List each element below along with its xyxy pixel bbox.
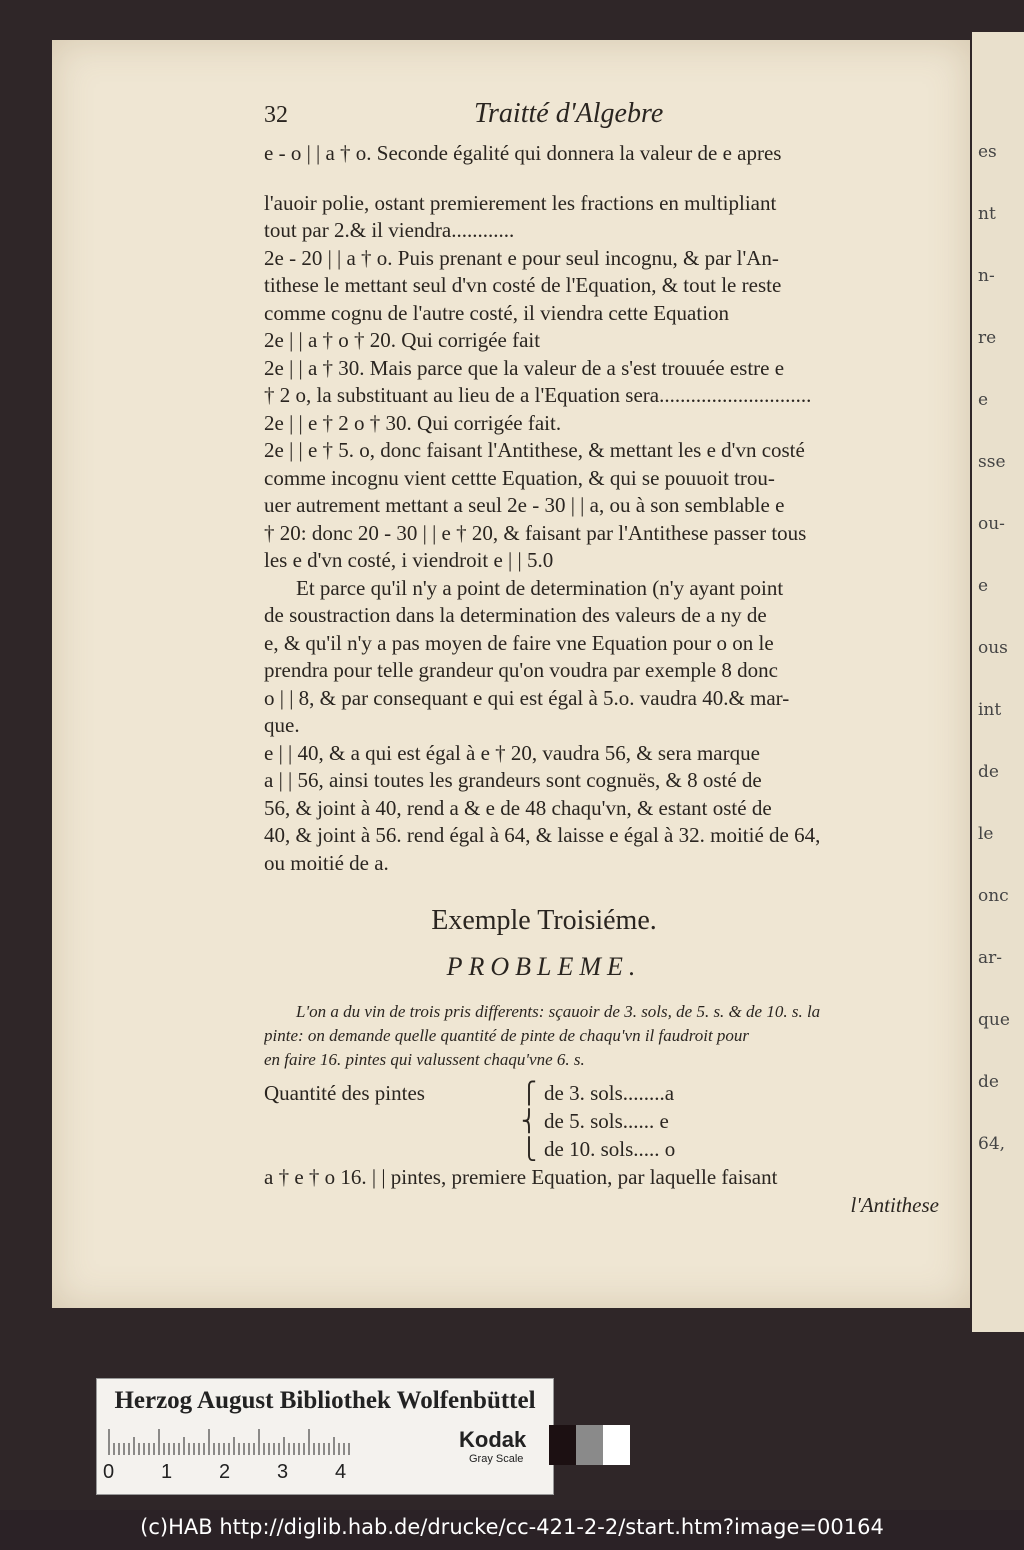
running-title: Traitté d'Algebre [474, 98, 664, 129]
body-line: les e d'vn costé, i viendroit e | | 5.0 [264, 548, 554, 572]
example-title: Exemple Troisiéme. [431, 905, 657, 936]
ruler-number: 2 [219, 1461, 231, 1483]
brace-glyph: ⎧ [521, 1081, 537, 1105]
facing-page-fragment: ous [978, 638, 1008, 658]
quantity-item: de 5. sols...... e [544, 1109, 669, 1133]
body-text [264, 140, 939, 877]
facing-page-fragment: onc [978, 886, 1009, 906]
body-line: a | | 56, ainsi toutes les grandeurs sont cognuës, & 8 osté de [264, 768, 762, 792]
facing-page-fragment: n- [978, 266, 995, 286]
problem-title: PROBLEME. [446, 951, 642, 981]
body-line: 56, & joint à 40, rend a & e de 48 chaqu'vn, & estant osté de [264, 795, 772, 820]
ruler-number: 0 [103, 1461, 115, 1483]
ruler-scale [107, 1429, 357, 1455]
statement-line: en faire 16. pintes qui valussent chaqu'vne 6. s. [264, 1050, 585, 1069]
library-name: Herzog August Bibliothek Wolfenbüttel [114, 1387, 536, 1414]
gray-patch [549, 1425, 576, 1465]
ruler-number: 1 [161, 1461, 173, 1483]
facing-page-fragment: nt [978, 204, 996, 224]
quantity-table [264, 1080, 939, 1164]
body-line: de soustraction dans la determination des valeurs de a ny de [264, 603, 767, 627]
brace-glyph: ⎨ [521, 1109, 537, 1133]
body-line: 40, & joint à 56. rend égal à 64, & laisse e égal à 32. moitié de 64, [264, 823, 821, 847]
body-line: 2e | | e † 2 o † 30. Qui corrigée fait. [264, 410, 562, 435]
ruler-number: 3 [277, 1461, 289, 1483]
body-line: uer autrement mettant a seul 2e - 30 | | a, ou à son semblable e [264, 493, 785, 517]
body-line: l'auoir polie, ostant premierement les fractions en multipliant [264, 190, 777, 215]
body-line: 2e | | e † 5. o, donc faisant l'Antithese, & mettant les e d'vn costé [264, 438, 805, 462]
gray-patch [576, 1425, 603, 1465]
facing-page-fragment: de [978, 1072, 999, 1092]
image-caption: (c)HAB http://diglib.hab.de/drucke/cc-421-2-2/start.htm?image=00164 [140, 1515, 884, 1539]
gray-patch [603, 1425, 630, 1465]
problem-statement [264, 1000, 939, 1072]
kodak-brand: Kodak [459, 1427, 527, 1452]
body-line: 2e | | a † o † 20. Qui corrigée fait [264, 328, 541, 352]
body-line: prendra pour telle grandeur qu'on voudra par exemple 8 donc [264, 658, 779, 682]
body-line: que. [264, 713, 300, 737]
quantity-row [264, 1108, 939, 1136]
page-text [264, 100, 939, 1219]
body-line: tithese le mettant seul d'vn costé de l'Equation, & tout le reste [264, 273, 782, 297]
quantity-row [264, 1080, 939, 1108]
facing-page-fragment: que [978, 1010, 1010, 1030]
facing-page-fragment: le [978, 824, 994, 844]
body-line: 2e | | a † 30. Mais parce que la valeur de a s'est trouuée estre e [264, 355, 785, 380]
quantity-item: de 10. sols..... o [544, 1137, 676, 1161]
body-line: e - o | | a † o. Seconde égalité qui donnera la valeur de e apres [264, 141, 782, 165]
page-header [264, 100, 939, 140]
facing-page-fragment: int [978, 700, 1002, 720]
color-calibration-card [96, 1378, 554, 1495]
facing-page-fragment: de [978, 762, 999, 782]
quantity-label: Quantité des pintes [264, 1081, 425, 1105]
body-line: tout par 2.& il viendra............ [264, 218, 515, 242]
body-line: comme incognu vient cettte Equation, & qui se pouuoit trou- [264, 465, 775, 490]
statement-line: L'on a du vin de trois pris differents: sçauoir de 3. sols, de 5. s. & de 10. s. la [296, 1002, 821, 1021]
gray-scale-label: Gray Scale [469, 1453, 524, 1465]
brace-glyph: ⎩ [521, 1137, 537, 1161]
final-equation-line: a † e † o 16. | | pintes, premiere Equation, par laquelle faisant [264, 1165, 778, 1189]
fraction-gap [264, 168, 939, 190]
body-line: ou moitié de a. [264, 850, 389, 875]
facing-page-fragment: 64, [978, 1134, 1006, 1154]
statement-line: pinte: on demande quelle quantité de pinte de chaqu'vn il faudroit pour [264, 1026, 750, 1045]
gray-patches [549, 1425, 630, 1465]
quantity-row [264, 1136, 939, 1164]
body-line: † 2 o, la substituant au lieu de a l'Equation sera............................. [264, 383, 812, 407]
facing-page-fragment: ar- [978, 948, 1003, 968]
facing-page-fragment: sse [978, 452, 1006, 472]
body-line: 2e - 20 | | a † o. Puis prenant e pour seul incognu, & par l'An- [264, 245, 779, 270]
folio-number: 32 [264, 102, 288, 128]
body-line: comme cognu de l'autre costé, il viendra cette Equation [264, 300, 730, 325]
body-line: † 20: donc 20 - 30 | | e † 20, & faisant par l'Antithese passer tous [264, 520, 807, 545]
facing-page-fragment: re [978, 328, 997, 348]
ruler-numbers [103, 1461, 347, 1485]
facing-page-fragment: e [978, 390, 989, 410]
facing-page-fragment: e [978, 576, 989, 596]
body-line: e | | 40, & a qui est égal à e † 20, vaudra 56, & sera marque [264, 740, 760, 765]
catchword: l'Antithese [850, 1192, 939, 1217]
ruler-number: 4 [335, 1461, 347, 1483]
quantity-item: de 3. sols........a [544, 1081, 675, 1105]
facing-page-edge [972, 32, 1024, 1332]
body-line: o | | 8, & par consequant e qui est égal à 5.o. vaudra 40.& mar- [264, 685, 790, 710]
body-line: Et parce qu'il n'y a point de determination (n'y ayant point [296, 575, 784, 600]
body-line: e, & qu'il n'y a pas moyen de faire vne Equation pour o on le [264, 630, 774, 655]
facing-page-fragment: es [978, 142, 997, 162]
facing-page-fragment: ou- [978, 514, 1005, 534]
